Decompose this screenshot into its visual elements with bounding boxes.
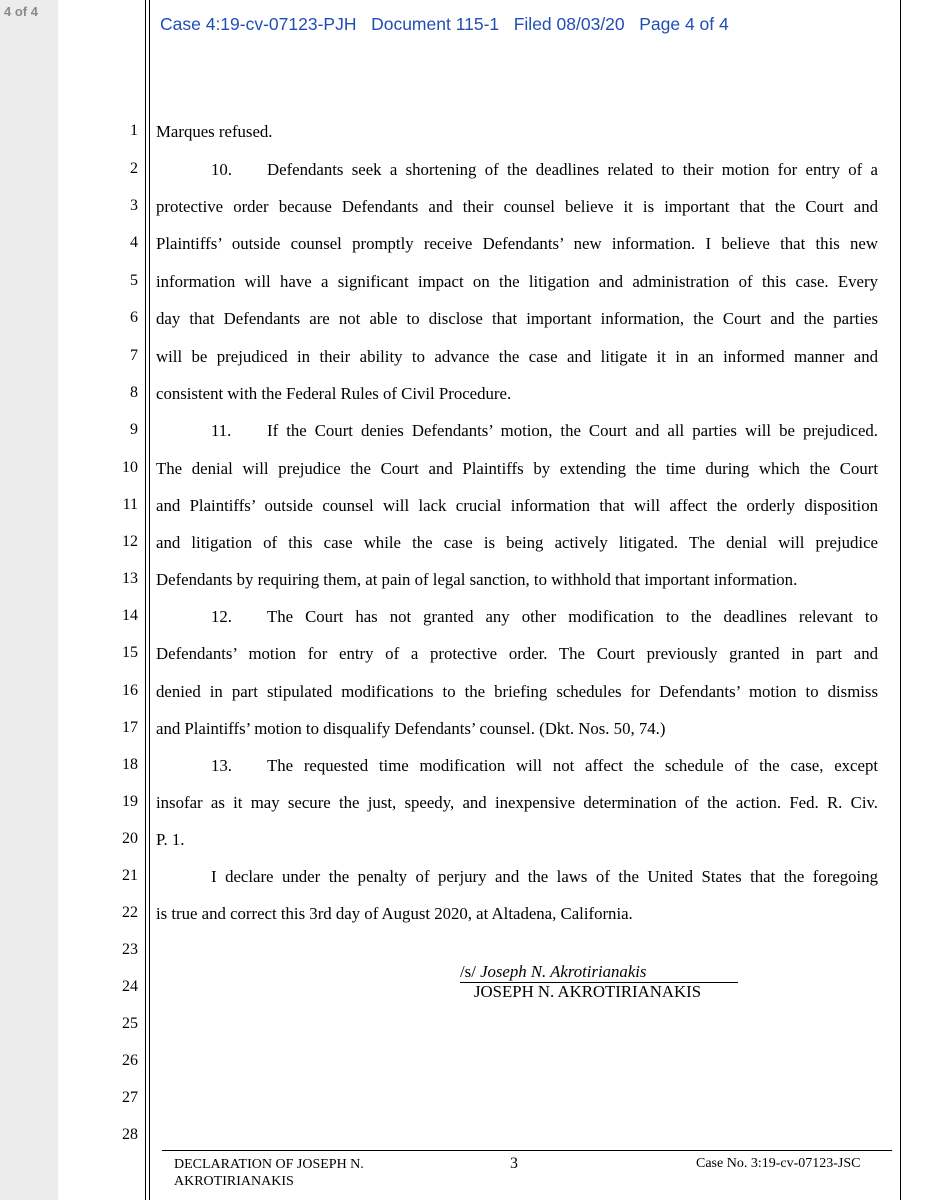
line-number: 2 <box>130 160 138 177</box>
paragraph-number: 10. <box>211 160 232 179</box>
body-line: denied in part stipulated modifications to the briefing schedules for Defendants’ motion to dismiss <box>156 682 878 701</box>
line-number: 14 <box>122 607 138 624</box>
paragraph-13-first-line <box>156 756 878 776</box>
line-number: 21 <box>122 867 138 884</box>
paragraph-number: 12. <box>211 607 232 626</box>
page-counter: 4 of 4 <box>4 4 38 19</box>
footer-rule <box>162 1150 892 1151</box>
line-number: 1 <box>130 122 138 139</box>
line-number: 20 <box>122 830 138 847</box>
body-line: The requested time modification will not affect the schedule of the case, except <box>267 756 878 775</box>
line-number: 13 <box>122 570 138 587</box>
paragraph-10-first-line <box>156 160 878 180</box>
line-number: 8 <box>130 384 138 401</box>
line-number: 9 <box>130 421 138 438</box>
body-line: If the Court denies Defendants’ motion, the Court and all parties will be prejudiced. <box>267 421 878 440</box>
line-number: 10 <box>122 459 138 476</box>
body-line: protective order because Defendants and their counsel believe it is important that the Court and <box>156 197 878 216</box>
right-margin-rule <box>900 0 901 1200</box>
left-margin-rule-outer <box>145 0 146 1200</box>
line-number: 7 <box>130 347 138 364</box>
paragraph-12-first-line <box>156 607 878 627</box>
line-number: 12 <box>122 533 138 550</box>
line-number: 5 <box>130 272 138 289</box>
line-number: 16 <box>122 682 138 699</box>
declaration-oath-line: I declare under the penalty of perjury and the laws of the United States that the foregoing <box>211 867 878 886</box>
left-margin-rule-inner <box>149 0 150 1200</box>
body-line: and litigation of this case while the case is being actively litigated. The denial will prejudice <box>156 533 878 552</box>
line-number: 17 <box>122 719 138 736</box>
paragraph-11-first-line <box>156 421 878 441</box>
line-number: 27 <box>122 1089 138 1106</box>
line-number: 28 <box>122 1126 138 1143</box>
footer-case-number: Case No. 3:19-cv-07123-JSC <box>696 1156 861 1171</box>
line-number: 15 <box>122 644 138 661</box>
body-line: P. 1. <box>156 830 185 849</box>
line-number: 4 <box>130 234 138 251</box>
line-number: 26 <box>122 1052 138 1069</box>
body-line: Defendants seek a shortening of the deadlines related to their motion for entry of a <box>267 160 878 179</box>
line-number: 23 <box>122 941 138 958</box>
paragraph-number: 13. <box>211 756 232 775</box>
line-number: 25 <box>122 1015 138 1032</box>
body-line: insofar as it may secure the just, speedy, and inexpensive determination of the action. Fed. R. Civ. <box>156 793 878 812</box>
footer-page-number: 3 <box>510 1155 518 1172</box>
body-line: Marques refused. <box>156 122 273 141</box>
line-number: 6 <box>130 309 138 326</box>
document-page <box>58 0 940 1200</box>
signature-prefix: /s/ <box>460 962 476 981</box>
paragraph-number: 11. <box>211 421 232 440</box>
body-line: The denial will prejudice the Court and Plaintiffs by extending the time during which the Court <box>156 459 878 478</box>
body-line: consistent with the Federal Rules of Civil Procedure. <box>156 384 512 403</box>
line-number: 19 <box>122 793 138 810</box>
body-line: information will have a significant impact on the litigation and administration of this case. Every <box>156 272 878 291</box>
body-line: will be prejudiced in their ability to advance the case and litigate it in an informed manner and <box>156 347 878 366</box>
body-line: Defendants’ motion for entry of a protective order. The Court previously granted in part and <box>156 644 878 663</box>
body-line: day that Defendants are not able to disclose that important information, the Court and the parties <box>156 309 878 328</box>
line-number: 18 <box>122 756 138 773</box>
body-line: Defendants by requiring them, at pain of legal sanction, to withhold that important information. <box>156 570 798 589</box>
line-number: 11 <box>122 496 138 513</box>
footer-document-title: DECLARATION OF JOSEPH N. AKROTIRIANAKIS <box>174 1157 364 1189</box>
signatory-printed-name: JOSEPH N. AKROTIRIANAKIS <box>474 982 702 1001</box>
body-line: The Court has not granted any other modification to the deadlines relevant to <box>267 607 878 626</box>
line-number: 24 <box>122 978 138 995</box>
body-line: Plaintiffs’ outside counsel promptly receive Defendants’ new information. I believe that this new <box>156 234 878 253</box>
signature-line <box>460 962 738 983</box>
line-number: 22 <box>122 904 138 921</box>
body-line: and Plaintiffs’ outside counsel will lack crucial information that will affect the orderly disposition <box>156 496 878 515</box>
body-line: and Plaintiffs’ motion to disqualify Defendants’ counsel. (Dkt. Nos. 50, 74.) <box>156 719 666 738</box>
body-line: is true and correct this 3rd day of August 2020, at Altadena, California. <box>156 904 633 923</box>
signature-name: Joseph N. Akrotirianakis <box>480 962 647 981</box>
line-number: 3 <box>130 197 138 214</box>
ecf-header-stamp: Case 4:19-cv-07123-PJH Document 115-1 Filed 08/03/20 Page 4 of 4 <box>160 14 729 34</box>
